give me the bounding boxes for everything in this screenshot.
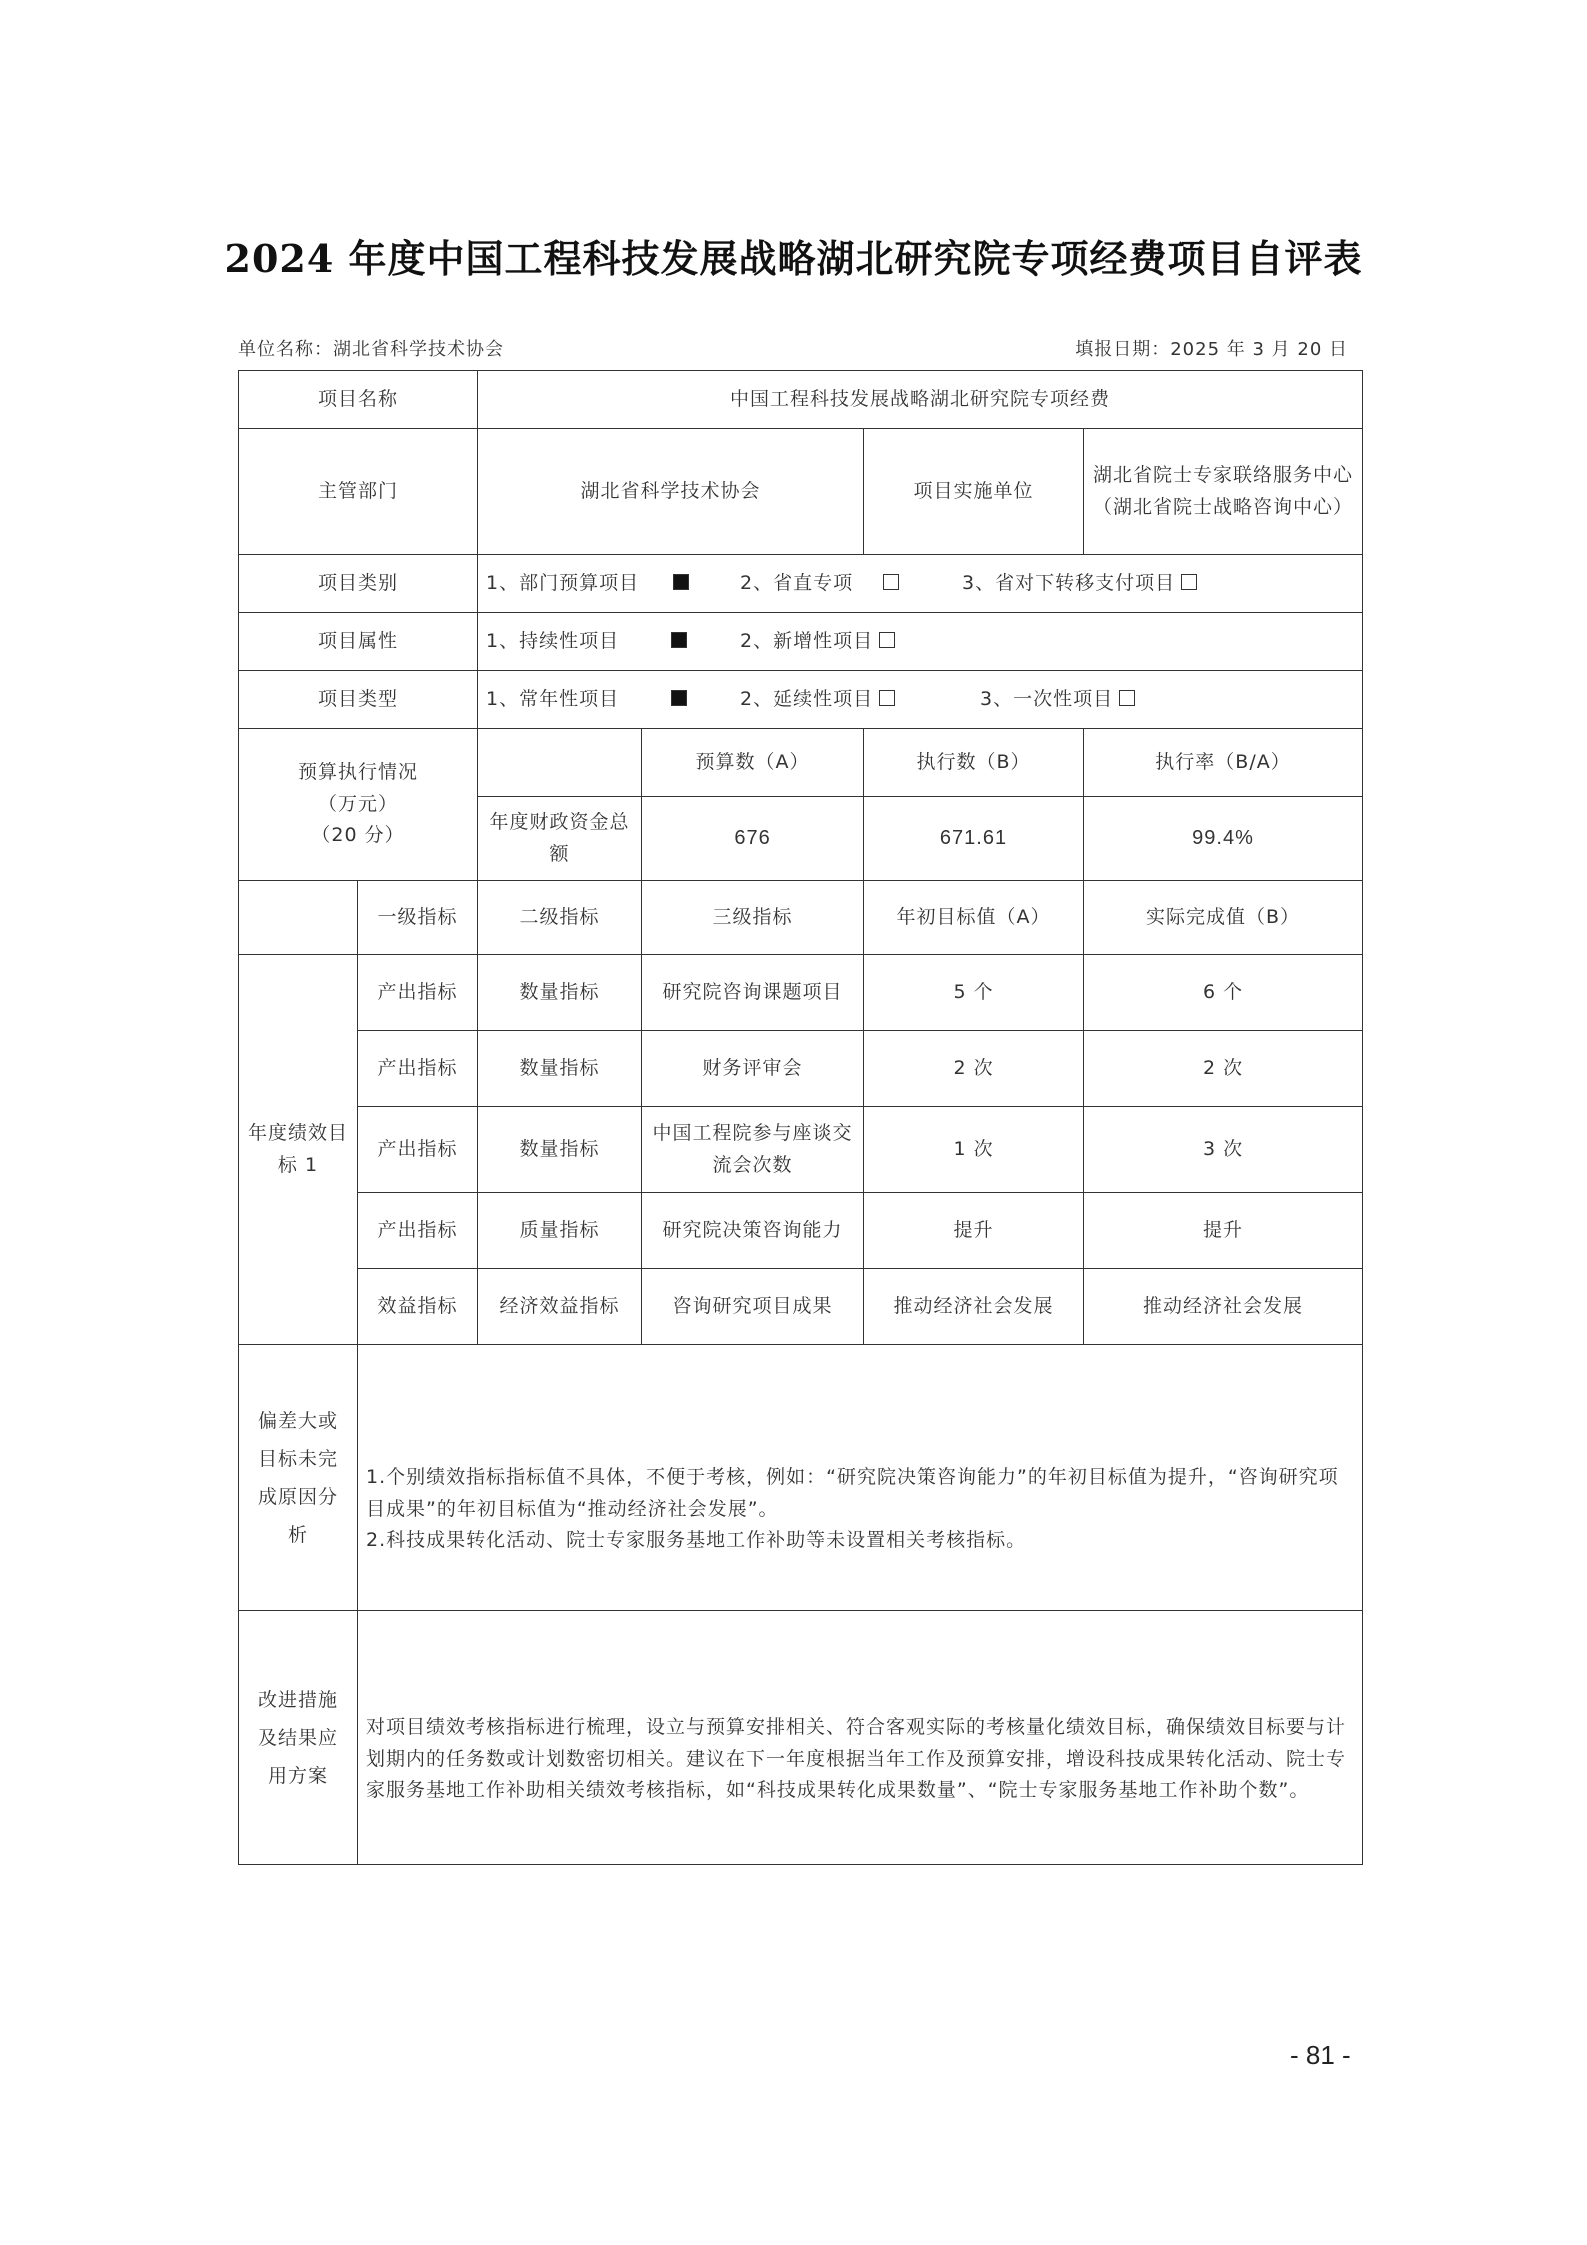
row-deviation bbox=[239, 1345, 1363, 1611]
indicator-l3: 中国工程院参与座谈交流会次数 bbox=[642, 1107, 864, 1193]
department-label: 主管部门 bbox=[239, 429, 478, 555]
indicator-target: 2 次 bbox=[864, 1031, 1084, 1107]
indicator-target: 5 个 bbox=[864, 955, 1084, 1031]
deviation-paragraph: 2.科技成果转化活动、院士专家服务基地工作补助等未设置相关考核指标。 bbox=[366, 1529, 1027, 1552]
indicator-actual: 推动经济社会发展 bbox=[1084, 1269, 1363, 1345]
indicator-header: 一级指标 bbox=[358, 881, 478, 955]
improvement-plan: 对项目绩效考核指标进行梳理，设立与预算安排相关、符合客观实际的考核量化绩效目标，确保绩效目标要与计划期内的任务数或计划数密切相关。建议在下一年度根据当年工作及预算安排，增设科技成果转化活动、院士专家服务基地工作补助相关绩效考核指标，如“科技成果转化成果数量”、“院士专家服务基地工作补助个数”。 bbox=[358, 1611, 1363, 1865]
attribute-option: 1、持续性项目 bbox=[486, 626, 740, 657]
budget-b-value: 671.61 bbox=[864, 797, 1084, 881]
page-number: - 81 - bbox=[1290, 2040, 1351, 2070]
budget-col-a: 预算数（A） bbox=[642, 729, 864, 797]
type-option: 3、一次性项目 bbox=[980, 684, 1135, 715]
budget-row-label: 年度财政资金总额 bbox=[478, 797, 642, 881]
impl-unit-label: 项目实施单位 bbox=[864, 429, 1084, 555]
budget-label: 预算执行情况 （万元） （20 分） bbox=[239, 729, 478, 881]
indicator-l1: 产出指标 bbox=[358, 1193, 478, 1269]
improvement-label: 改进措施及结果应用方案 bbox=[239, 1611, 358, 1865]
checked-box-icon[interactable] bbox=[671, 690, 687, 706]
row-attribute bbox=[239, 613, 1363, 671]
checkbox-icon[interactable] bbox=[879, 690, 895, 706]
indicator-target: 1 次 bbox=[864, 1107, 1084, 1193]
checked-box-icon[interactable] bbox=[673, 574, 689, 590]
deviation-paragraph: 1.个别绩效指标指标值不具体，不便于考核，例如：“研究院决策咨询能力”的年初目标值为提升，“咨询研究项目成果”的年初目标值为“推动经济社会发展”。 bbox=[366, 1466, 1339, 1520]
indicator-header: 实际完成值（B） bbox=[1084, 881, 1363, 955]
indicator-l2: 质量指标 bbox=[478, 1193, 642, 1269]
unit-name: 单位名称：湖北省科学技术协会 bbox=[238, 339, 504, 360]
meta-line bbox=[238, 335, 1348, 361]
checkbox-icon[interactable] bbox=[1119, 690, 1135, 706]
indicator-l3: 财务评审会 bbox=[642, 1031, 864, 1107]
attribute-option: 2、新增性项目 bbox=[740, 626, 895, 657]
row-type bbox=[239, 671, 1363, 729]
budget-rate-value: 99.4% bbox=[1084, 797, 1363, 881]
table-row bbox=[239, 1107, 1363, 1193]
attribute-label: 项目属性 bbox=[239, 613, 478, 671]
checked-box-icon[interactable] bbox=[671, 632, 687, 648]
indicator-actual: 6 个 bbox=[1084, 955, 1363, 1031]
indicator-target: 提升 bbox=[864, 1193, 1084, 1269]
budget-col-b: 执行数（B） bbox=[864, 729, 1084, 797]
indicator-l3: 咨询研究项目成果 bbox=[642, 1269, 864, 1345]
indicator-l2: 数量指标 bbox=[478, 955, 642, 1031]
category-option: 3、省对下转移支付项目 bbox=[962, 568, 1197, 599]
checkbox-icon[interactable] bbox=[1181, 574, 1197, 590]
indicator-l1: 产出指标 bbox=[358, 955, 478, 1031]
category-option: 2、省直专项 bbox=[740, 568, 962, 599]
fill-date: 填报日期：2025 年 3 月 20 日 bbox=[1075, 339, 1348, 360]
attribute-options bbox=[478, 613, 1363, 671]
checkbox-icon[interactable] bbox=[879, 632, 895, 648]
table-row bbox=[239, 1031, 1363, 1107]
table-row bbox=[239, 955, 1363, 1031]
row-indicator-headers bbox=[239, 881, 1363, 955]
budget-col-rate: 执行率（B/A） bbox=[1084, 729, 1363, 797]
indicator-actual: 3 次 bbox=[1084, 1107, 1363, 1193]
category-options bbox=[478, 555, 1363, 613]
table-row bbox=[239, 1193, 1363, 1269]
budget-empty-cell bbox=[478, 729, 642, 797]
indicator-l2: 数量指标 bbox=[478, 1031, 642, 1107]
indicator-l2: 数量指标 bbox=[478, 1107, 642, 1193]
indicator-corner-cell bbox=[239, 881, 358, 955]
row-department bbox=[239, 429, 1363, 555]
indicator-actual: 2 次 bbox=[1084, 1031, 1363, 1107]
self-evaluation-table bbox=[238, 370, 1363, 1865]
checkbox-icon[interactable] bbox=[883, 574, 899, 590]
budget-a-value: 676 bbox=[642, 797, 864, 881]
row-project-name bbox=[239, 371, 1363, 429]
indicator-actual: 提升 bbox=[1084, 1193, 1363, 1269]
type-label: 项目类型 bbox=[239, 671, 478, 729]
row-category bbox=[239, 555, 1363, 613]
indicator-group-label: 年度绩效目标 1 bbox=[239, 955, 358, 1345]
row-improvement bbox=[239, 1611, 1363, 1865]
project-name-label: 项目名称 bbox=[239, 371, 478, 429]
row-budget-header bbox=[239, 729, 1363, 797]
type-option: 2、延续性项目 bbox=[740, 684, 980, 715]
page-title: 2024 年度中国工程科技发展战略湖北研究院专项经费项目自评表 bbox=[224, 236, 1363, 281]
type-option: 1、常年性项目 bbox=[486, 684, 740, 715]
indicator-l3: 研究院决策咨询能力 bbox=[642, 1193, 864, 1269]
project-name-value: 中国工程科技发展战略湖北研究院专项经费 bbox=[478, 371, 1363, 429]
type-options bbox=[478, 671, 1363, 729]
deviation-label: 偏差大或目标未完成原因分析 bbox=[239, 1345, 358, 1611]
indicator-l1: 产出指标 bbox=[358, 1107, 478, 1193]
indicator-header: 二级指标 bbox=[478, 881, 642, 955]
category-label: 项目类别 bbox=[239, 555, 478, 613]
department-value: 湖北省科学技术协会 bbox=[478, 429, 864, 555]
category-option: 1、部门预算项目 bbox=[486, 568, 740, 599]
indicator-l1: 效益指标 bbox=[358, 1269, 478, 1345]
indicator-l1: 产出指标 bbox=[358, 1031, 478, 1107]
deviation-analysis bbox=[358, 1345, 1363, 1611]
indicator-header: 年初目标值（A） bbox=[864, 881, 1084, 955]
indicator-l3: 研究院咨询课题项目 bbox=[642, 955, 864, 1031]
indicator-l2: 经济效益指标 bbox=[478, 1269, 642, 1345]
indicator-header: 三级指标 bbox=[642, 881, 864, 955]
impl-unit-value: 湖北省院士专家联络服务中心（湖北省院士战略咨询中心） bbox=[1084, 429, 1363, 555]
table-row bbox=[239, 1269, 1363, 1345]
indicator-target: 推动经济社会发展 bbox=[864, 1269, 1084, 1345]
